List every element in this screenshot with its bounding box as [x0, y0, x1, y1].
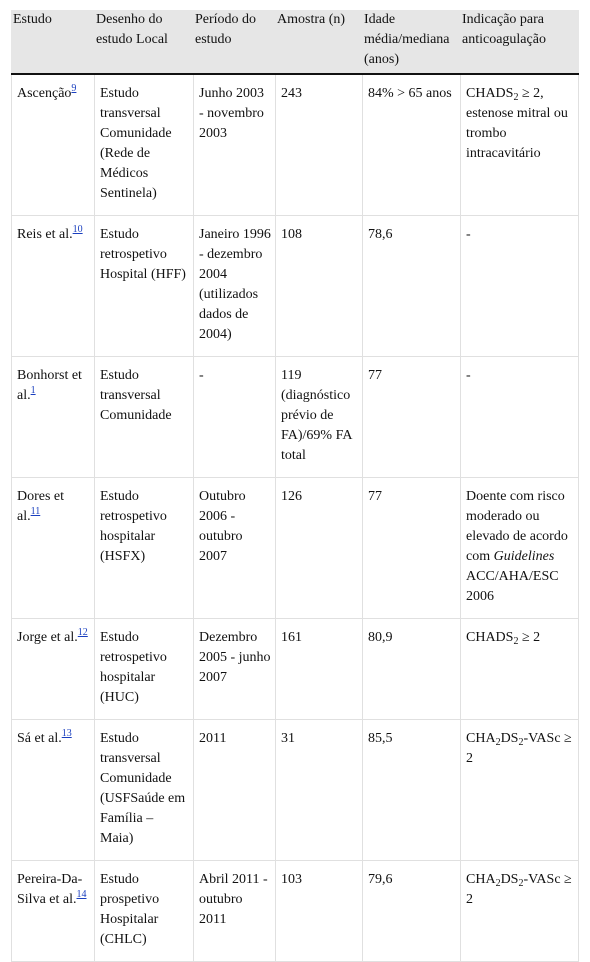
table-row	[11, 619, 579, 720]
header-idade: Idade média/mediana (anos)	[362, 10, 460, 75]
indication-text: CHADS	[466, 630, 514, 645]
cell-idade: 77	[362, 478, 460, 619]
table-row	[11, 478, 579, 619]
cell-desenho: Estudo retrospetivo Hospital (HFF)	[94, 216, 193, 357]
italic-text: Guidelines	[493, 549, 555, 564]
reference-link[interactable]: 11	[30, 506, 41, 517]
study-name: Pereira-Da-Silva et al.	[17, 872, 83, 907]
subscript: 2	[518, 878, 524, 889]
cell-periodo: Janeiro 1996 - dezembro 2004 (utilizados dados de 2004)	[193, 216, 275, 357]
cell-amostra: 126	[275, 478, 362, 619]
indication-text: Doente com risco moderado ou elevado de acordo com	[466, 489, 568, 564]
subscript: 2	[518, 737, 524, 748]
indication-text: CHA	[466, 731, 496, 746]
header-indicacao: Indicação para anticoagulação	[460, 10, 579, 75]
cell-amostra: 31	[275, 720, 362, 861]
study-name: Sá et al.	[17, 731, 62, 746]
cell-amostra: 243	[275, 75, 362, 216]
cell-indicacao	[460, 720, 579, 861]
cell-idade: 84% > 65 anos	[362, 75, 460, 216]
study-name: Ascenção	[17, 86, 72, 101]
indication-text: -	[466, 368, 471, 383]
reference-link[interactable]: 10	[72, 224, 83, 235]
table-header	[11, 10, 579, 75]
subscript: 2	[513, 636, 519, 647]
indication-text: ≥ 2, estenose mitral ou trombo intracavitário	[466, 86, 568, 161]
cell-estudo	[11, 75, 94, 216]
indication-text: ACC/AHA/ESC 2006	[466, 569, 559, 604]
cell-amostra: 119 (diagnóstico prévio de FA)/69% FA total	[275, 357, 362, 478]
cell-estudo	[11, 357, 94, 478]
cell-estudo	[11, 478, 94, 619]
cell-periodo: Junho 2003 - novembro 2003	[193, 75, 275, 216]
cell-idade: 78,6	[362, 216, 460, 357]
indication-text: -	[466, 227, 471, 242]
header-amostra: Amostra (n)	[275, 10, 362, 75]
table-row	[11, 75, 579, 216]
indication-text: DS	[500, 872, 519, 887]
header-row	[11, 10, 579, 75]
indication-text: DS	[500, 731, 519, 746]
cell-desenho: Estudo retrospetivo hospitalar (HSFX)	[94, 478, 193, 619]
reference-link[interactable]: 12	[77, 627, 88, 638]
cell-idade: 80,9	[362, 619, 460, 720]
cell-idade: 77	[362, 357, 460, 478]
cell-idade: 79,6	[362, 861, 460, 962]
cell-indicacao	[460, 216, 579, 357]
table-row	[11, 861, 579, 962]
cell-idade: 85,5	[362, 720, 460, 861]
reference-link[interactable]: 14	[76, 889, 87, 900]
cell-indicacao	[460, 478, 579, 619]
reference-link[interactable]: 1	[30, 385, 36, 396]
indication-text: -VASc ≥ 2	[466, 731, 572, 766]
cell-periodo: Abril 2011 - outubro 2011	[193, 861, 275, 962]
study-name: Reis et al.	[17, 227, 73, 242]
cell-periodo: Outubro 2006 - outubro 2007	[193, 478, 275, 619]
cell-desenho: Estudo prospetivo Hospitalar (CHLC)	[94, 861, 193, 962]
table-row	[11, 357, 579, 478]
cell-indicacao	[460, 357, 579, 478]
reference-link[interactable]: 9	[71, 83, 77, 94]
cell-periodo: Dezembro 2005 - junho 2007	[193, 619, 275, 720]
header-periodo: Período do estudo	[193, 10, 275, 75]
study-name: Jorge et al.	[17, 630, 78, 645]
subscript: 2	[495, 878, 501, 889]
cell-indicacao	[460, 619, 579, 720]
table-row	[11, 720, 579, 861]
cell-indicacao	[460, 861, 579, 962]
cell-amostra: 108	[275, 216, 362, 357]
cell-estudo	[11, 619, 94, 720]
cell-estudo	[11, 861, 94, 962]
table-row	[11, 216, 579, 357]
table-body	[11, 75, 579, 962]
cell-amostra: 161	[275, 619, 362, 720]
subscript: 2	[495, 737, 501, 748]
cell-estudo	[11, 720, 94, 861]
reference-link[interactable]: 13	[61, 728, 72, 739]
cell-desenho: Estudo retrospetivo hospitalar (HUC)	[94, 619, 193, 720]
cell-desenho: Estudo transversal Comunidade	[94, 357, 193, 478]
cell-desenho: Estudo transversal Comunidade (Rede de Médicos Sentinela)	[94, 75, 193, 216]
cell-amostra: 103	[275, 861, 362, 962]
cell-periodo: -	[193, 357, 275, 478]
header-estudo: Estudo	[11, 10, 94, 75]
study-name: Bonhorst et al.	[17, 368, 82, 403]
indication-text: CHA	[466, 872, 496, 887]
study-name: Dores et al.	[17, 489, 65, 524]
indication-text: ≥ 2	[518, 630, 541, 645]
cell-desenho: Estudo transversal Comunidade (USFSaúde em Família – Maia)	[94, 720, 193, 861]
cell-estudo	[11, 216, 94, 357]
table-container	[11, 10, 579, 962]
subscript: 2	[513, 92, 519, 103]
header-desenho: Desenho do estudo Local	[94, 10, 193, 75]
indication-text: CHADS	[466, 86, 514, 101]
cell-periodo: 2011	[193, 720, 275, 861]
indication-text: -VASc ≥ 2	[466, 872, 572, 907]
cell-indicacao	[460, 75, 579, 216]
studies-table	[11, 10, 579, 962]
